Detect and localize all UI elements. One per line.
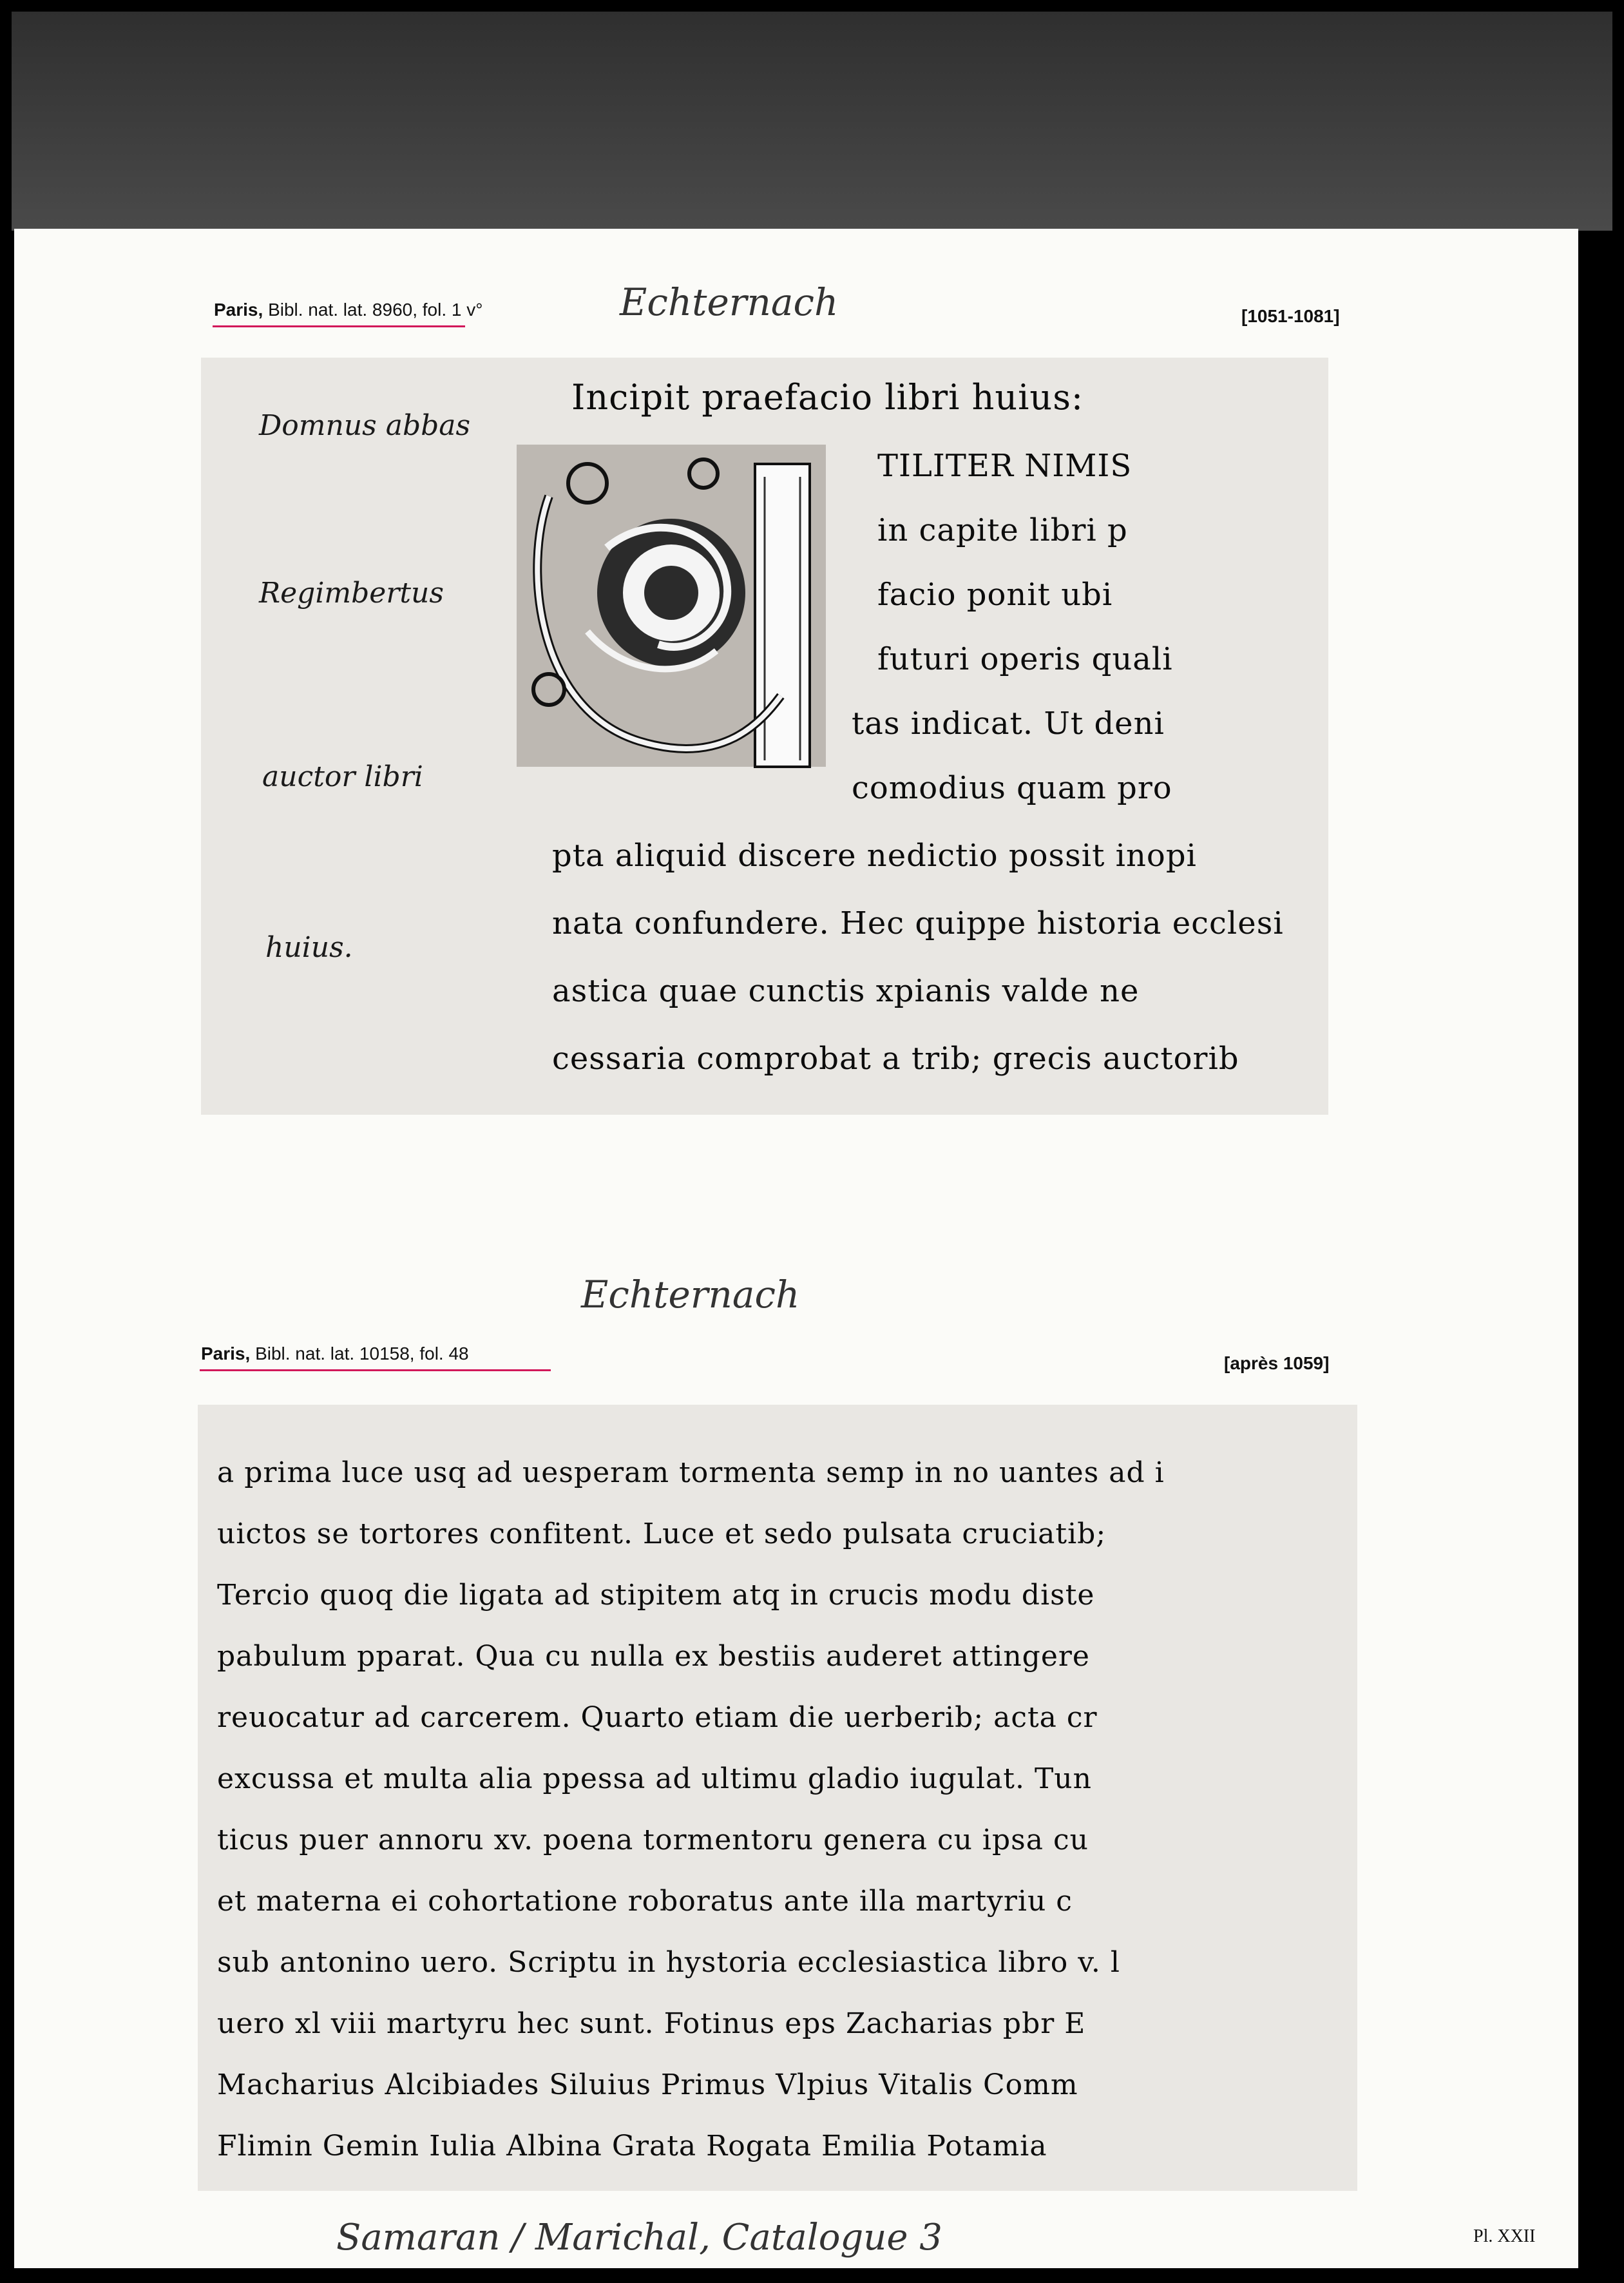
bottom-line-8: et materna ei cohortatione roboratus ante illa martyriu c [217,1885,1073,1918]
margin-note-2: Regimbertus [259,577,444,610]
top-handwritten-annotation: Echternach [620,280,839,324]
middle-caption-city: Paris, [201,1344,251,1363]
top-date: [1051-1081] [1241,306,1340,326]
bottom-line-4: pabulum pparat. Qua cu nulla ex bestiis auderet attingere [217,1640,1090,1673]
top-line-8: nata confundere. Hec quippe historia ecclesi [552,905,1284,941]
top-line-4: futuri operis quali [877,641,1173,677]
bottom-manuscript-plate [198,1405,1357,2191]
top-manuscript-plate [201,358,1328,1115]
bottom-line-6: excussa et multa alia ppessa ad ultimu gladio iugulat. Tun [217,1762,1092,1795]
middle-date: [après 1059] [1224,1353,1330,1373]
decorated-initial [510,438,832,776]
top-line-9: astica quae cunctis xpianis valde ne [552,973,1140,1009]
top-line-7: pta aliquid discere nedictio possit inopi [552,838,1197,874]
middle-caption [201,1344,469,1364]
top-caption-ref: Bibl. nat. lat. 8960, fol. 1 v° [268,300,483,320]
top-caption-underline [213,325,465,327]
bottom-line-5: reuocatur ad carcerem. Quarto etiam die uerberib; acta cr [217,1701,1098,1734]
top-caption-city: Paris, [214,300,263,320]
scanner-dark-margin [12,12,1612,231]
top-line-5: tas indicat. Ut deni [852,706,1165,742]
margin-note-4: huius. [265,931,353,964]
bottom-line-7: ticus puer annoru xv. poena tormentoru genera cu ipsa cu [217,1824,1089,1856]
bottom-line-10: uero xl viii martyru hec sunt. Fotinus eps Zacharias pbr E [217,2007,1086,2040]
bottom-line-2: uictos se tortores confitent. Luce et sedo pulsata cruciatib; [217,1517,1107,1550]
bottom-line-9: sub antonino uero. Scriptu in hystoria ecclesiastica libro v. l [217,1946,1120,1979]
middle-handwritten-annotation: Echternach [581,1273,800,1316]
top-line-3: facio ponit ubi [877,577,1113,613]
top-line-2: in capite libri p [877,512,1128,548]
bottom-line-11: Macharius Alcibiades Siluius Primus Vlpius Vitalis Comm [217,2068,1078,2101]
middle-caption-underline [200,1369,551,1371]
top-line-6: comodius quam pro [852,770,1172,806]
margin-note-1: Domnus abbas [259,409,471,442]
top-caption [214,300,482,320]
top-line-10: cessaria comprobat a trib; grecis auctorib [552,1041,1239,1077]
middle-caption-ref: Bibl. nat. lat. 10158, fol. 48 [255,1344,469,1363]
margin-note-3: auctor libri [262,760,423,793]
bottom-line-3: Tercio quoq die ligata ad stipitem atq in crucis modu diste [217,1579,1095,1612]
page-sheet [14,229,1578,2268]
top-line-1: TILITER NIMIS [877,448,1132,484]
bottom-handwritten-annotation: Samaran / Marichal, Catalogue 3 [336,2217,942,2259]
plate-number: Pl. XXII [1473,2226,1536,2246]
bottom-line-1: a prima luce usq ad uesperam tormenta semp in no uantes ad i [217,1456,1165,1489]
bottom-line-12: Flimin Gemin Iulia Albina Grata Rogata Emilia Potamia [217,2130,1047,2163]
top-heading: Incipit praefacio libri huius: [571,377,1084,418]
